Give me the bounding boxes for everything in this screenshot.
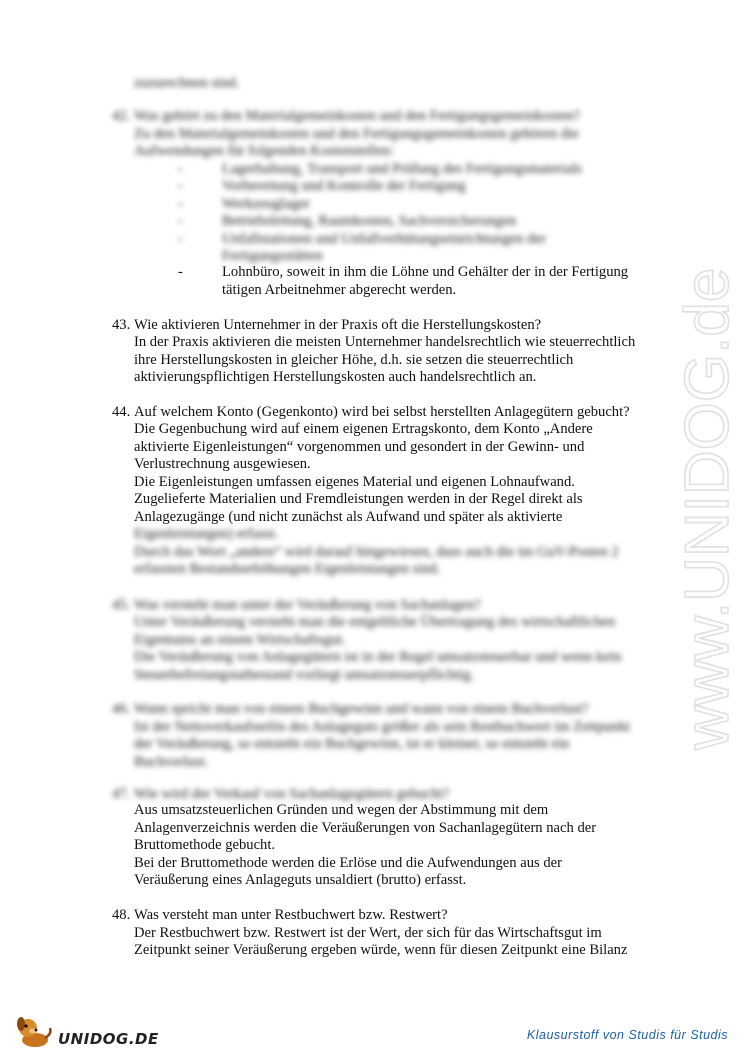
q42-item: Unfallstationen und Unfallverhütungseinrichtungen der: [222, 231, 546, 247]
q44-number: 44.: [112, 404, 131, 420]
q45-answer-line: Eigentums an einem Wirtschaftsgut.: [134, 632, 346, 648]
watermark-text: www.UNIDOG.de: [673, 267, 742, 750]
q43-answer-line: In der Praxis aktivieren die meisten Unternehmer handelsrechtlich wie steuerrechtlich: [134, 334, 636, 350]
q44-answer-line: Die Eigenleistungen umfassen eigenes Material und eigenen Lohnaufwand.: [134, 474, 575, 490]
footer-slogan: Klausurstoff von Studis für Studis: [526, 1028, 728, 1042]
q44-answer-line-blurred: erfassten Bestandserhöhungen Eigenleistungen sind.: [134, 561, 441, 577]
q46-answer-line: der Veräußerung, so entsteht ein Buchgewinn, ist er kleiner, so entsteht ein: [134, 736, 570, 752]
q47-number: 47.: [112, 786, 131, 802]
q45-question: Was versteht man unter der Veräußerung von Sachanlagen?: [134, 597, 481, 613]
bullet-dash: -: [178, 231, 183, 247]
q44-answer-line: Anlagezugänge (und nicht zunächst als Aufwand und später als aktivierte: [134, 509, 563, 525]
watermark: [640, 250, 750, 770]
q44-question: Auf welchem Konto (Gegenkonto) wird bei selbst herstellten Anlagegütern gebucht?: [134, 404, 630, 420]
q42-item: Betriebsleitung, Raumkosten, Sachversicherungen: [222, 213, 517, 229]
q43-question: Wie aktivieren Unternehmer in der Praxis oft die Herstellungskosten?: [134, 317, 542, 333]
logo-text: UNIDOG.DE: [58, 1030, 159, 1048]
q42-item: Lagerhaltung, Transport und Prüfung des Fertigungsmaterials: [222, 161, 582, 177]
q44-answer-line: Zugelieferte Materialien und Fremdleistungen werden in der Regel direkt als: [134, 491, 583, 507]
q42-item: Fertigungsstätten: [222, 248, 323, 264]
q45-answer-line: Die Veräußerung von Anlagegütern ist in der Regel umsatzsteuerbar und wenn kein: [134, 649, 622, 665]
q46-answer-line: Ist der Nettoverkaufserlös des Anlageguts größer als sein Restbuchwert im Zeitpunkt: [134, 719, 631, 735]
q44-answer-line-blurred: Eigenleistungen) erfasst.: [134, 526, 279, 542]
q48-question: Was versteht man unter Restbuchwert bzw. Restwert?: [134, 907, 448, 923]
q45-answer-line: Unter Veräußerung versteht man die entgeltliche Übertragung des wirtschaftlichen: [134, 614, 616, 630]
q43-answer-line: ihre Herstellungskosten in gleicher Höhe, d.h. sie setzen die steuerrechtlich: [134, 352, 574, 368]
q42-answer-line: Zu den Materialgemeinkosten und den Fertigungsgemeinkosten gehören die: [134, 126, 579, 142]
q47-answer-line: Bruttomethode gebucht.: [134, 837, 276, 853]
q47-answer-line: Anlagenverzeichnis werden die Veräußerungen von Sachanlagegütern nach der: [134, 820, 597, 836]
q44-answer-line-blurred: Durch das Wort „andere“ wird darauf hingewiesen, dass auch die im GuV-Posten 2: [134, 544, 619, 560]
q42-question: Was gehört zu den Materialgemeinkosten und den Fertigungsgemeinkosten?: [134, 108, 580, 124]
q42-item: Vorbereitung und Kontrolle der Fertigung: [222, 178, 466, 194]
bullet-dash: -: [178, 213, 183, 229]
q47-answer-line: Veräußerung eines Anlageguts unsaldiert (brutto) erfasst.: [134, 872, 467, 888]
bullet-dash: -: [178, 161, 183, 177]
q46-number: 46.: [112, 701, 131, 717]
q46-answer-line: Buchverlust.: [134, 754, 209, 770]
unidog-logo[interactable]: [14, 1010, 174, 1050]
q47-question: Wie wird der Verkauf von Sachanlagegütern gebucht?: [134, 786, 450, 802]
q42-last-item: tätigen Arbeitnehmer abgerecht werden.: [222, 282, 457, 298]
q48-answer-line: Der Restbuchwert bzw. Restwert ist der Wert, der sich für das Wirtschaftsgut im: [134, 925, 602, 941]
top-fragment: zuzurechnen sind.: [134, 75, 240, 91]
q42-last-item: Lohnbüro, soweit in ihm die Löhne und Gehälter der in der Fertigung: [222, 264, 629, 280]
dog-icon: [14, 1010, 56, 1050]
q48-answer-line: Zeitpunkt seiner Veräußerung ergeben würde, wenn für diesen Zeitpunkt eine Bilanz: [134, 942, 628, 958]
q43-answer-line: aktivierungspflichtigen Herstellungskosten auch handelsrechtlich an.: [134, 369, 537, 385]
bullet-dash: -: [178, 264, 183, 280]
q45-answer-line: Steuerbefreiungstatbestand vorliegt umsatzsteuerpflichtig.: [134, 667, 475, 683]
bullet-dash: -: [178, 196, 183, 212]
q47-answer-line: Bei der Bruttomethode werden die Erlöse und die Aufwendungen aus der: [134, 855, 562, 871]
q42-answer-line: Aufwendungen für folgenden Kostenstellen:: [134, 143, 394, 159]
bullet-dash: -: [178, 178, 183, 194]
q42-number: 42.: [112, 108, 131, 124]
q46-question: Wann spricht man von einem Buchgewinn und wann von einem Buchverlust?: [134, 701, 589, 717]
q45-number: 45.: [112, 597, 131, 613]
q44-answer-line: Verlustrechnung ausgewiesen.: [134, 456, 311, 472]
q44-answer-line: aktivierte Eigenleistungen“ vorgenommen und gesondert in der Gewinn- und: [134, 439, 585, 455]
q47-answer-line: Aus umsatzsteuerlichen Gründen und wegen der Abstimmung mit dem: [134, 802, 549, 818]
q42-item: Werkzeuglager: [222, 196, 310, 212]
q44-answer-line: Die Gegenbuchung wird auf einem eigenen Ertragskonto, dem Konto „Andere: [134, 421, 593, 437]
q43-number: 43.: [112, 317, 131, 333]
q48-number: 48.: [112, 907, 131, 923]
